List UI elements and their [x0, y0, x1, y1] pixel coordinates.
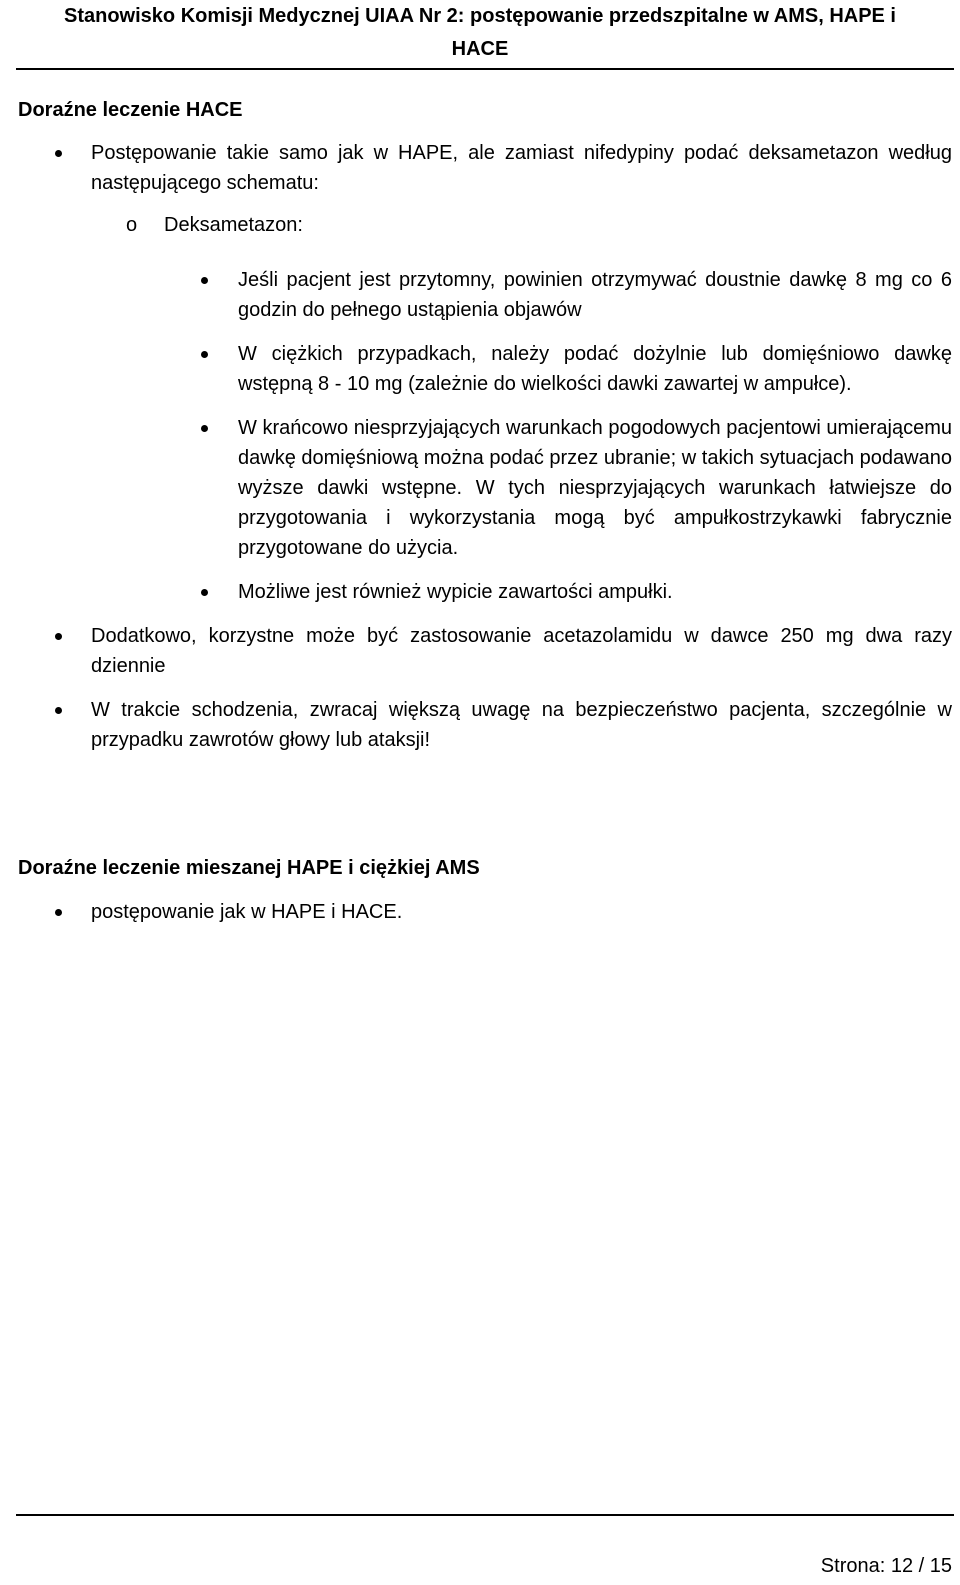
list-item-dex-1 — [18, 265, 952, 325]
list-item-text: Dodatkowo, korzystne może być zastosowanie acetazolamidu w dawce 250 mg dwa razy dziennie — [91, 625, 952, 677]
footer-divider — [16, 1514, 954, 1516]
list-item-dex-4 — [18, 577, 952, 607]
page-number: Strona: 12 / 15 — [820, 1555, 952, 1577]
section-hace-list — [18, 138, 952, 755]
list-item-text: Postępowanie takie samo jak w HAPE, ale zamiast nifedypiny podać deksametazon według następującego schematu: — [91, 142, 952, 194]
list-item-text: Deksametazon: — [164, 214, 303, 236]
section-mixed-title: Doraźne leczenie mieszanej HAPE i ciężkiej AMS — [18, 857, 480, 879]
list-item-hace-3 — [18, 695, 952, 755]
list-item-text: Jeśli pacjent jest przytomny, powinien otrzymywać doustnie dawkę 8 mg co 6 godzin do pełnego ustąpienia objawów — [238, 269, 952, 321]
section-hace-title: Doraźne leczenie HACE — [18, 99, 243, 121]
document-body — [18, 95, 952, 927]
header-line-2: HACE — [451, 38, 509, 60]
page-header — [0, 0, 960, 66]
list-item-text: W ciężkich przypadkach, należy podać dożylnie lub domięśniowo dawkę wstępną 8 - 10 mg (zależnie do wielkości dawki zawartej w ampułce). — [238, 343, 952, 395]
list-item-dexamethasone — [18, 210, 952, 240]
list-item-hace-2 — [18, 621, 952, 681]
list-item-dex-3 — [18, 413, 952, 563]
list-item-text: W krańcowo niesprzyjających warunkach pogodowych pacjentowi umierającemu dawkę domięśniową można podać przez ubranie; w takich sytuacjach podawano wyższe dawki wstępne. W tych niesprzyjających warunkach łatwiejsze do przygotowania i wykorzystania mogą być ampułkostrzykawki fabrycznie przygotowane do użycia. — [238, 417, 952, 559]
header-line-1: Stanowisko Komisji Medycznej UIAA Nr 2: postępowanie przedszpitalne w AMS, HAPE i — [64, 5, 896, 27]
list-item-text: postępowanie jak w HAPE i HACE. — [91, 901, 403, 923]
header-divider — [16, 68, 954, 70]
list-item-mixed-1 — [18, 897, 952, 927]
list-item-hace-1 — [18, 138, 952, 198]
section-mixed-list — [18, 897, 952, 927]
list-item-text: Możliwe jest również wypicie zawartości ampułki. — [238, 581, 673, 603]
list-item-dex-2 — [18, 339, 952, 399]
list-item-text: W trakcie schodzenia, zwracaj większą uwagę na bezpieczeństwo pacjenta, szczególnie w przypadku zawrotów głowy lub ataksji! — [91, 699, 952, 751]
